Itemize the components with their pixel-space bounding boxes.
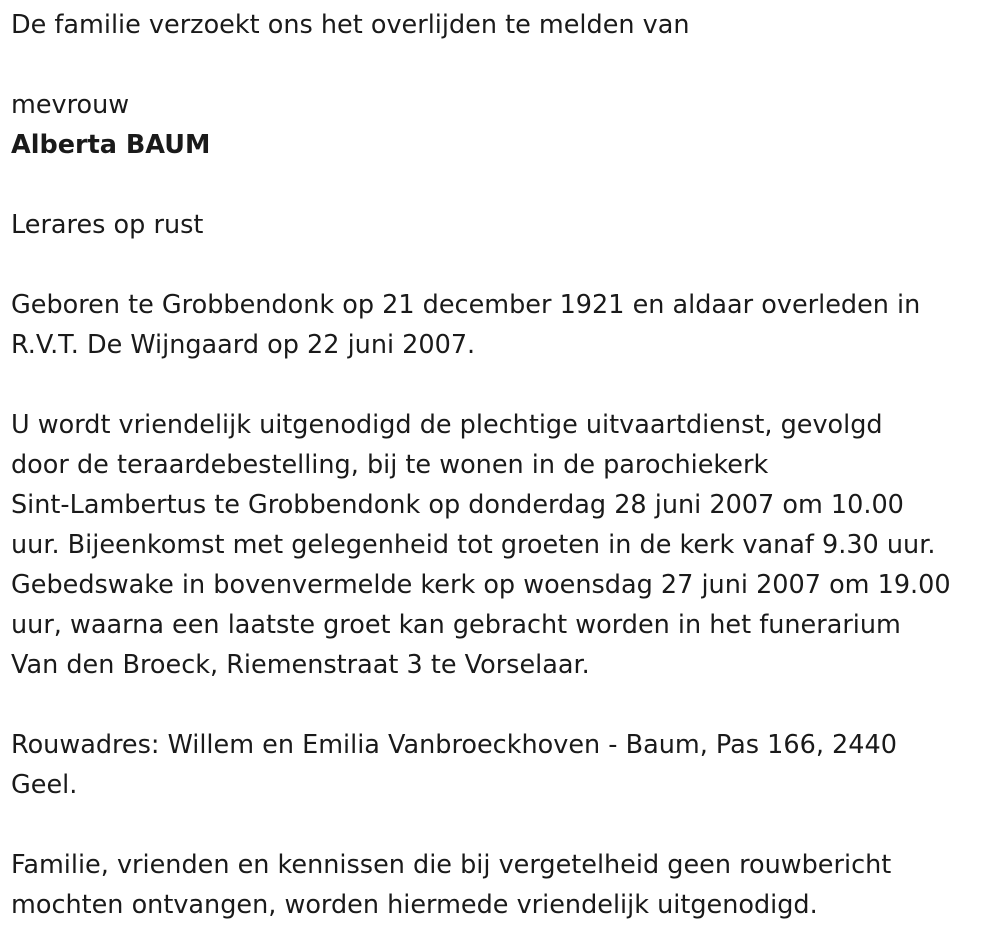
- closing-line: mochten ontvangen, worden hiermede vriendelijk uitgenodigd.: [11, 890, 818, 920]
- intro-text: De familie verzoekt ons het overlijden te melden van: [11, 10, 690, 40]
- spacer: [11, 365, 996, 405]
- birth-death-line: Geboren te Grobbendonk op 21 december 1921 en aldaar overleden in: [11, 290, 921, 320]
- ceremony-line: Gebedswake in bovenvermelde kerk op woensdag 27 juni 2007 om 19.00: [11, 570, 951, 600]
- spacer: [11, 245, 996, 285]
- ceremony-line: Van den Broeck, Riemenstraat 3 te Vorselaar.: [11, 650, 590, 680]
- spacer: [11, 685, 996, 725]
- death-notice: [11, 5, 996, 925]
- ceremony-line: Sint-Lambertus te Grobbendonk op donderdag 28 juni 2007 om 10.00: [11, 490, 904, 520]
- birth-death-line: R.V.T. De Wijngaard op 22 juni 2007.: [11, 330, 476, 360]
- closing-line: Familie, vrienden en kennissen die bij vergetelheid geen rouwbericht: [11, 850, 892, 880]
- ceremony-line: uur. Bijeenkomst met gelegenheid tot groeten in de kerk vanaf 9.30 uur.: [11, 530, 936, 560]
- ceremony-line: U wordt vriendelijk uitgenodigd de plechtige uitvaartdienst, gevolgd: [11, 410, 883, 440]
- mourning-address-line: Geel.: [11, 770, 78, 800]
- mourning-address-line: Rouwadres: Willem en Emilia Vanbroeckhoven - Baum, Pas 166, 2440: [11, 730, 897, 760]
- spacer: [11, 45, 996, 85]
- spacer: [11, 805, 996, 845]
- deceased-name: Alberta BAUM: [11, 130, 211, 160]
- ceremony-line: uur, waarna een laatste groet kan gebracht worden in het funerarium: [11, 610, 901, 640]
- honorific: mevrouw: [11, 90, 130, 120]
- ceremony-line: door de teraardebestelling, bij te wonen in de parochiekerk: [11, 450, 769, 480]
- occupation: Lerares op rust: [11, 210, 204, 240]
- spacer: [11, 165, 996, 205]
